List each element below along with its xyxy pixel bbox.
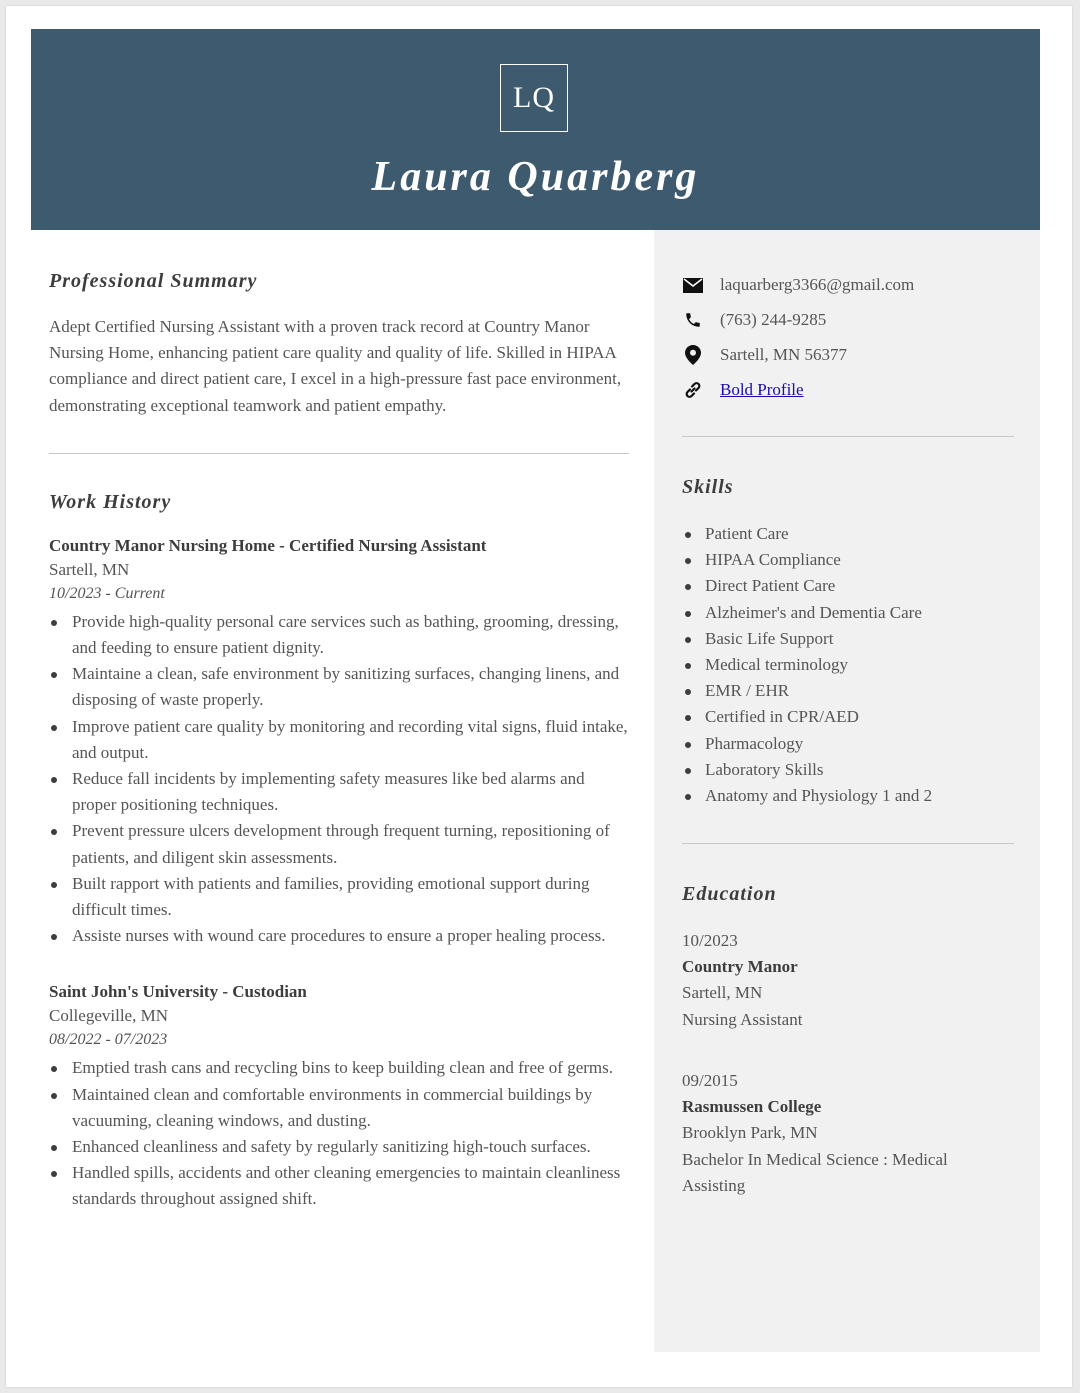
skill-item: Alzheimer's and Dementia Care — [682, 600, 932, 626]
monogram-badge: LQ — [500, 64, 568, 132]
contact-location — [682, 343, 847, 367]
link-icon — [682, 379, 704, 401]
envelope-icon — [682, 274, 704, 296]
education-degree: Bachelor In Medical Science : Medical Assisting — [682, 1149, 948, 1195]
job-entry — [49, 536, 629, 950]
job-title: Saint John's University - Custodian — [49, 982, 307, 1002]
job-bullet: Reduce fall incidents by implementing safety measures like bed alarms and proper positioning techniques. — [49, 766, 629, 818]
job-bullet: Maintaine a clean, safe environment by sanitizing surfaces, changing linens, and disposing of waste properly. — [49, 661, 629, 713]
education-entry — [682, 928, 1002, 1033]
map-pin-icon — [682, 344, 704, 366]
job-location: Collegeville, MN — [49, 1006, 168, 1026]
job-bullets — [49, 609, 629, 950]
skills-heading: Skills — [682, 476, 734, 498]
education-entry — [682, 1068, 1002, 1199]
education-school: Country Manor — [682, 957, 798, 977]
job-bullet: Assiste nurses with wound care procedures to ensure a proper healing process. — [49, 923, 629, 949]
contact-phone — [682, 308, 826, 332]
job-bullet: Enhanced cleanliness and safety by regularly sanitizing high-touch surfaces. — [49, 1134, 629, 1160]
education-location: Sartell, MN — [682, 983, 763, 1003]
education-school: Rasmussen College — [682, 1097, 822, 1117]
job-bullets — [49, 1055, 629, 1212]
contact-email — [682, 273, 914, 297]
education-date: 10/2023 — [682, 931, 738, 950]
job-bullet: Built rapport with patients and families, providing emotional support during difficult times. — [49, 871, 629, 923]
job-title: Country Manor Nursing Home - Certified Nursing Assistant — [49, 535, 487, 555]
skills-list — [682, 521, 932, 809]
skill-item: Patient Care — [682, 521, 932, 547]
skill-item: Anatomy and Physiology 1 and 2 — [682, 783, 932, 809]
summary-text: Adept Certified Nursing Assistant with a proven track record at Country Manor Nursing Home, enhancing patient care quality and quality of life. Skilled in HIPAA compliance and direct patient care, I excel in a high-pressure fast pace environment, demonstrating exceptional teamwork and patient empathy. — [49, 317, 622, 415]
education-date: 09/2015 — [682, 1071, 738, 1090]
job-location: Sartell, MN — [49, 559, 130, 579]
section-divider — [49, 453, 629, 454]
skill-item: HIPAA Compliance — [682, 547, 932, 573]
bold-profile-link[interactable]: Bold Profile — [720, 380, 804, 399]
job-bullet: Maintained clean and comfortable environments in commercial buildings by vacuuming, cleaning windows, and dusting. — [49, 1082, 629, 1134]
summary-heading: Professional Summary — [49, 270, 258, 292]
job-bullet: Improve patient care quality by monitoring and recording vital signs, fluid intake, and output. — [49, 714, 629, 766]
candidate-name: Laura Quarberg — [371, 154, 700, 200]
main-column — [49, 262, 629, 1213]
skill-item: Direct Patient Care — [682, 573, 932, 599]
job-bullet: Emptied trash cans and recycling bins to keep building clean and free of germs. — [49, 1055, 629, 1081]
sidebar-divider — [682, 436, 1014, 437]
job-bullet: Handled spills, accidents and other cleaning emergencies to maintain cleanliness standards throughout assigned shift. — [49, 1160, 629, 1212]
skill-item: Medical terminology — [682, 652, 932, 678]
sidebar-divider — [682, 843, 1014, 844]
job-dates: 10/2023 - Current — [49, 584, 165, 602]
work-history-heading: Work History — [49, 490, 172, 513]
job-bullet: Provide high-quality personal care services such as bathing, grooming, dressing, and feeding to ensure patient dignity. — [49, 609, 629, 661]
email-text: laquarberg3366@gmail.com — [720, 275, 915, 294]
skill-item: EMR / EHR — [682, 678, 932, 704]
job-entry — [49, 982, 629, 1212]
skill-item: Pharmacology — [682, 731, 932, 757]
skill-item: Certified in CPR/AED — [682, 704, 932, 730]
education-degree: Nursing Assistant — [682, 1009, 803, 1029]
job-bullet: Prevent pressure ulcers development through frequent turning, repositioning of patients, and diligent skin assessments. — [49, 818, 629, 870]
skill-item: Laboratory Skills — [682, 757, 932, 783]
resume-header — [31, 29, 1040, 230]
education-heading: Education — [682, 883, 777, 905]
phone-icon — [682, 309, 704, 331]
job-dates: 08/2022 - 07/2023 — [49, 1031, 168, 1049]
skill-item: Basic Life Support — [682, 626, 932, 652]
education-location: Brooklyn Park, MN — [682, 1123, 818, 1143]
location-text: Sartell, MN 56377 — [720, 345, 848, 364]
phone-text: (763) 244-9285 — [720, 310, 827, 329]
contact-profile — [682, 378, 804, 402]
